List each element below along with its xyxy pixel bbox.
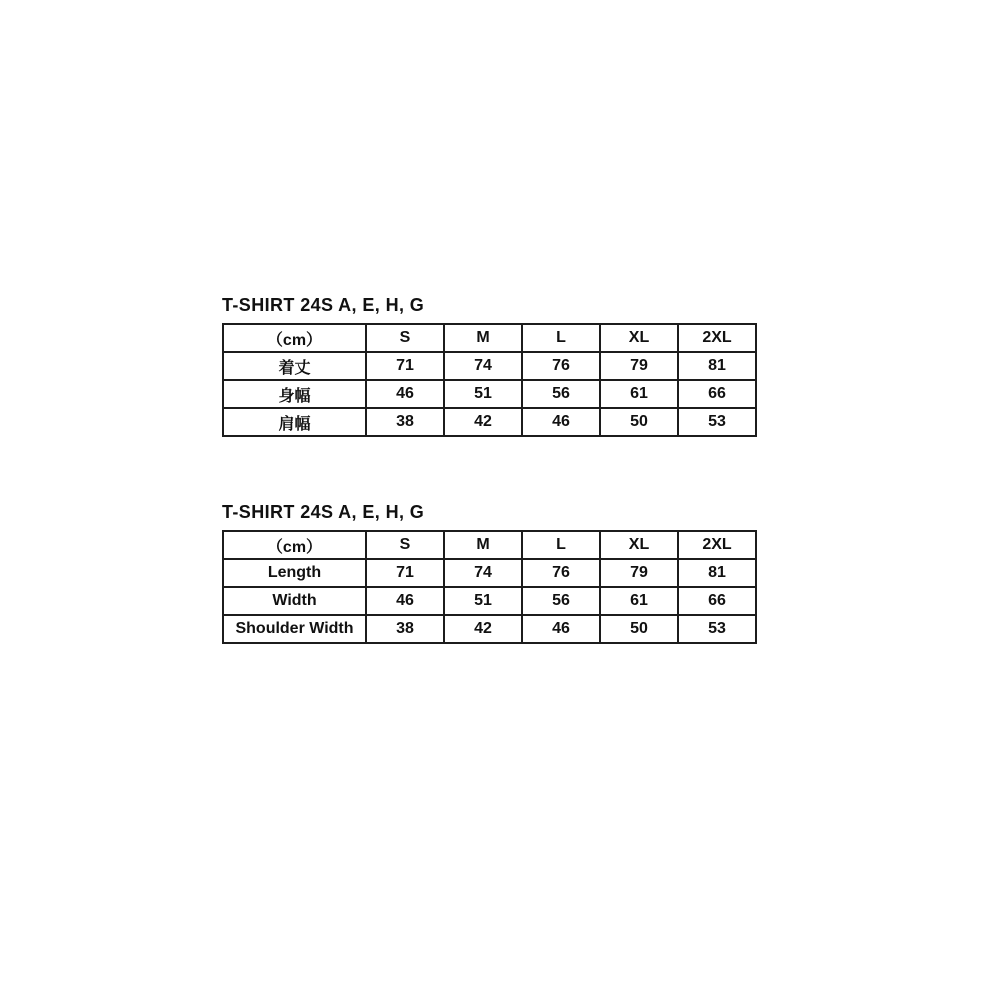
cell-value: 71 <box>366 559 444 587</box>
size-chart-japanese <box>222 295 757 437</box>
column-header-xl: XL <box>600 531 678 559</box>
cell-value: 56 <box>522 587 600 615</box>
column-header-s: S <box>366 324 444 352</box>
cell-value: 42 <box>444 408 522 436</box>
cell-value: 79 <box>600 352 678 380</box>
unit-header-cell: （cm） <box>223 531 366 559</box>
table-row <box>223 615 756 643</box>
cell-value: 71 <box>366 352 444 380</box>
cell-value: 38 <box>366 408 444 436</box>
table-header-row <box>223 531 756 559</box>
cell-value: 76 <box>522 559 600 587</box>
size-chart-english <box>222 502 757 644</box>
row-label: Shoulder Width <box>223 615 366 643</box>
row-label: 着丈 <box>223 352 366 380</box>
cell-value: 46 <box>366 587 444 615</box>
cell-value: 46 <box>522 615 600 643</box>
unit-header-cell: （cm） <box>223 324 366 352</box>
cell-value: 74 <box>444 352 522 380</box>
column-header-l: L <box>522 531 600 559</box>
cell-value: 46 <box>366 380 444 408</box>
cell-value: 74 <box>444 559 522 587</box>
table-row <box>223 352 756 380</box>
column-header-2xl: 2XL <box>678 324 756 352</box>
cell-value: 81 <box>678 559 756 587</box>
column-header-2xl: 2XL <box>678 531 756 559</box>
column-header-m: M <box>444 531 522 559</box>
table-title: T-SHIRT 24S A, E, H, G <box>222 295 425 315</box>
cell-value: 38 <box>366 615 444 643</box>
cell-value: 61 <box>600 587 678 615</box>
cell-value: 53 <box>678 615 756 643</box>
cell-value: 61 <box>600 380 678 408</box>
table-row <box>223 587 756 615</box>
column-header-l: L <box>522 324 600 352</box>
table-row <box>223 380 756 408</box>
row-label: 身幅 <box>223 380 366 408</box>
table-row <box>223 408 756 436</box>
cell-value: 42 <box>444 615 522 643</box>
table-title: T-SHIRT 24S A, E, H, G <box>222 502 425 522</box>
column-header-m: M <box>444 324 522 352</box>
cell-value: 66 <box>678 380 756 408</box>
cell-value: 79 <box>600 559 678 587</box>
cell-value: 66 <box>678 587 756 615</box>
cell-value: 46 <box>522 408 600 436</box>
cell-value: 76 <box>522 352 600 380</box>
cell-value: 50 <box>600 408 678 436</box>
size-table-japanese <box>222 323 757 437</box>
cell-value: 50 <box>600 615 678 643</box>
row-label: Length <box>223 559 366 587</box>
cell-value: 51 <box>444 380 522 408</box>
column-header-s: S <box>366 531 444 559</box>
cell-value: 51 <box>444 587 522 615</box>
table-row <box>223 559 756 587</box>
column-header-xl: XL <box>600 324 678 352</box>
row-label: 肩幅 <box>223 408 366 436</box>
size-table-english <box>222 530 757 644</box>
cell-value: 56 <box>522 380 600 408</box>
cell-value: 53 <box>678 408 756 436</box>
row-label: Width <box>223 587 366 615</box>
cell-value: 81 <box>678 352 756 380</box>
table-header-row <box>223 324 756 352</box>
